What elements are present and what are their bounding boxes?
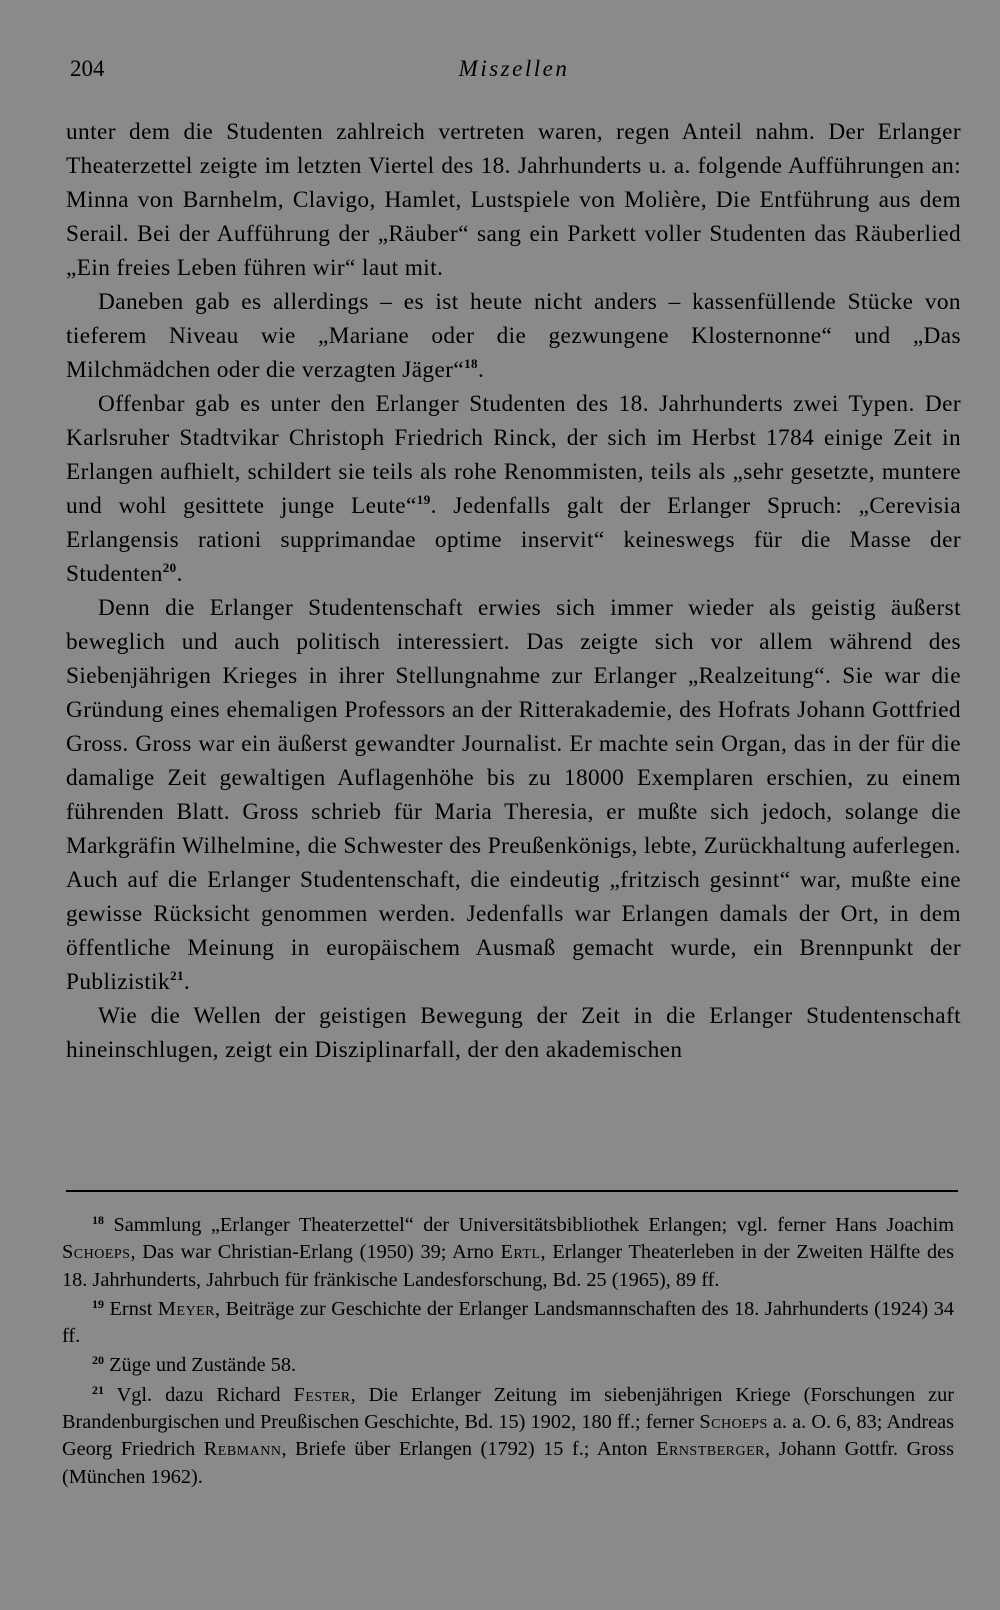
paragraph-4-end: . (183, 969, 191, 995)
paragraph-4-text: Denn die Erlanger Studentenschaft erwies sich immer wieder als geistig äußerst beweglich und auch politisch interessiert. Das zeigte sich vor allem während des Siebenjährigen Krieges in ihrer Stellungnahme zur Erlanger „Realzeitung“. Sie war die Gründung eines ehemaligen Professors an der Ritterakademie, des Hofrats Johann Gottfried Gross. Gross war ein äußerst gewandter Journalist. Er machte sein Organ, das in der für die damalige Zeit gewaltigen Auflagenhöhe bis zu 18000 Exemplaren erschien, zu einem führenden Blatt. Gross schrieb für Maria Theresia, er mußte sich jedoch, solange die Markgräfin Wilhelmine, die Schwester des Preußenkönigs, lebte, Zurückhaltung auferlegen. Auch auf die Erlanger Studentenschaft, die eindeutig „fritzisch gesinnt“ war, mußte eine gewisse Rücksicht genommen werden. Jedenfalls war Erlangen damals der Ort, in dem öffentliche Meinung in europäischem Ausmaß gemacht wurde, ein Brennpunkt der Publizistik (66, 595, 961, 995)
paragraph-3-text-b: . Jedenfalls galt der Erlanger Spruch: „Cerevisia Erlangensis rationi supprimandae optime inservit“ keineswegs für die Masse der Studenten (66, 493, 961, 587)
author-name: Rebmann (203, 1438, 282, 1461)
author-name: Ertl (500, 1241, 541, 1264)
footnote-divider (66, 1190, 958, 1192)
footnote-ref-20: 20 (162, 560, 177, 575)
footnote-number: 21 (92, 1382, 104, 1397)
footnote-text: Züge und Zustände 58. (109, 1354, 297, 1377)
footnote-21 (62, 1382, 954, 1491)
paragraph-2 (66, 285, 961, 387)
paragraph-1-text: unter dem die Studenten zahlreich vertreten waren, regen Anteil nahm. Der Erlanger Theaterzettel zeigte im letzten Viertel des 18. Jahrhunderts u. a. folgende Aufführungen an: Minna von Barnhelm, Clavigo, Hamlet, Lustspiele von Molière, Die Entführung aus dem Serail. Bei der Aufführung der „Räuber“ sang ein Parkett voller Studenten das Räuberlied „Ein freies Leben führen wir“ laut mit. (66, 119, 961, 281)
footnote-text: Ernst (109, 1297, 158, 1320)
footnote-ref-19: 19 (416, 492, 431, 507)
page-number: 204 (70, 56, 105, 81)
footnote-18 (62, 1212, 954, 1294)
footnotes (62, 1212, 954, 1493)
footnote-19 (62, 1296, 954, 1351)
paragraph-1 (66, 115, 961, 285)
author-name: Ernstberger (656, 1438, 765, 1461)
author-name: Schoeps (62, 1241, 131, 1264)
footnote-number: 19 (92, 1296, 104, 1311)
running-title: Miszellen (458, 56, 570, 81)
paragraph-5-text: Wie die Wellen der geistigen Bewegung der Zeit in die Erlanger Studentenschaft hineinschlugen, zeigt ein Disziplinarfall, der den akademischen (66, 1003, 961, 1063)
paragraph-4 (66, 591, 961, 999)
footnote-text: , Erlanger Theaterleben in der Zweiten Hälfte des 18. Jahrhunderts, Jahrbuch für fränkische Landesforschung, Bd. 25 (1965), 89 ff. (62, 1241, 955, 1291)
paragraph-5 (66, 999, 961, 1067)
paragraph-3-text-a: Offenbar gab es unter den Erlanger Studenten des 18. Jahrhunderts zwei Typen. Der Karlsruher Stadtvikar Christoph Friedrich Rinck, der sich im Herbst 1784 einige Zeit in Erlangen aufhielt, schildert sie teils als rohe Renommisten, teils als „sehr gesetzte, muntere und wohl gesittete junge Leute“ (66, 391, 961, 519)
footnote-text: , Briefe über Erlangen (1792) 15 f.; Anton (281, 1438, 657, 1461)
footnote-number: 18 (92, 1213, 104, 1227)
footnote-number: 20 (92, 1353, 104, 1368)
footnote-text: a. a. O. 6, 83; Andreas Georg Friedrich (62, 1411, 954, 1461)
footnote-text: , Beiträge zur Geschichte der Erlanger Landsmannschaften des 18. Jahrhunderts (1924) 34 ff. (62, 1297, 954, 1348)
footnote-text: Sammlung „Erlanger Theaterzettel“ der Universitätsbibliothek Erlangen; vgl. ferner Hans Joachim (113, 1214, 954, 1236)
page-header (70, 56, 958, 86)
paragraph-2-end: . (477, 357, 485, 383)
author-name: Meyer (157, 1297, 215, 1320)
footnote-text: , Die Erlanger Zeitung im siebenjährigen Kriege (Forschungen zur Brandenburgischen und Preußischen Geschichte, Bd. 15) 1902, 180 ff.; ferner (62, 1383, 954, 1434)
author-name: Fester (293, 1383, 351, 1406)
footnote-text: Vgl. dazu Richard (116, 1383, 294, 1406)
paragraph-2-text: Daneben gab es allerdings – es ist heute nicht anders – kassenfüllende Stücke von tieferem Niveau wie „Mariane oder die gezwungene Klosternonne“ und „Das Milchmädchen oder die verzagten Jäger“ (66, 289, 961, 383)
footnote-text: , Johann Gottfr. Gross (München 1962). (62, 1438, 954, 1488)
paragraph-3 (66, 387, 961, 591)
footnote-20 (62, 1352, 954, 1379)
paragraph-3-end: . (176, 561, 183, 587)
main-text (66, 115, 961, 1067)
footnote-text: , Das war Christian-Erlang (1950) 39; Arno (130, 1241, 501, 1264)
footnote-ref-18: 18 (464, 356, 478, 371)
footnote-ref-21: 21 (170, 968, 184, 983)
author-name: Schoeps (699, 1411, 768, 1434)
